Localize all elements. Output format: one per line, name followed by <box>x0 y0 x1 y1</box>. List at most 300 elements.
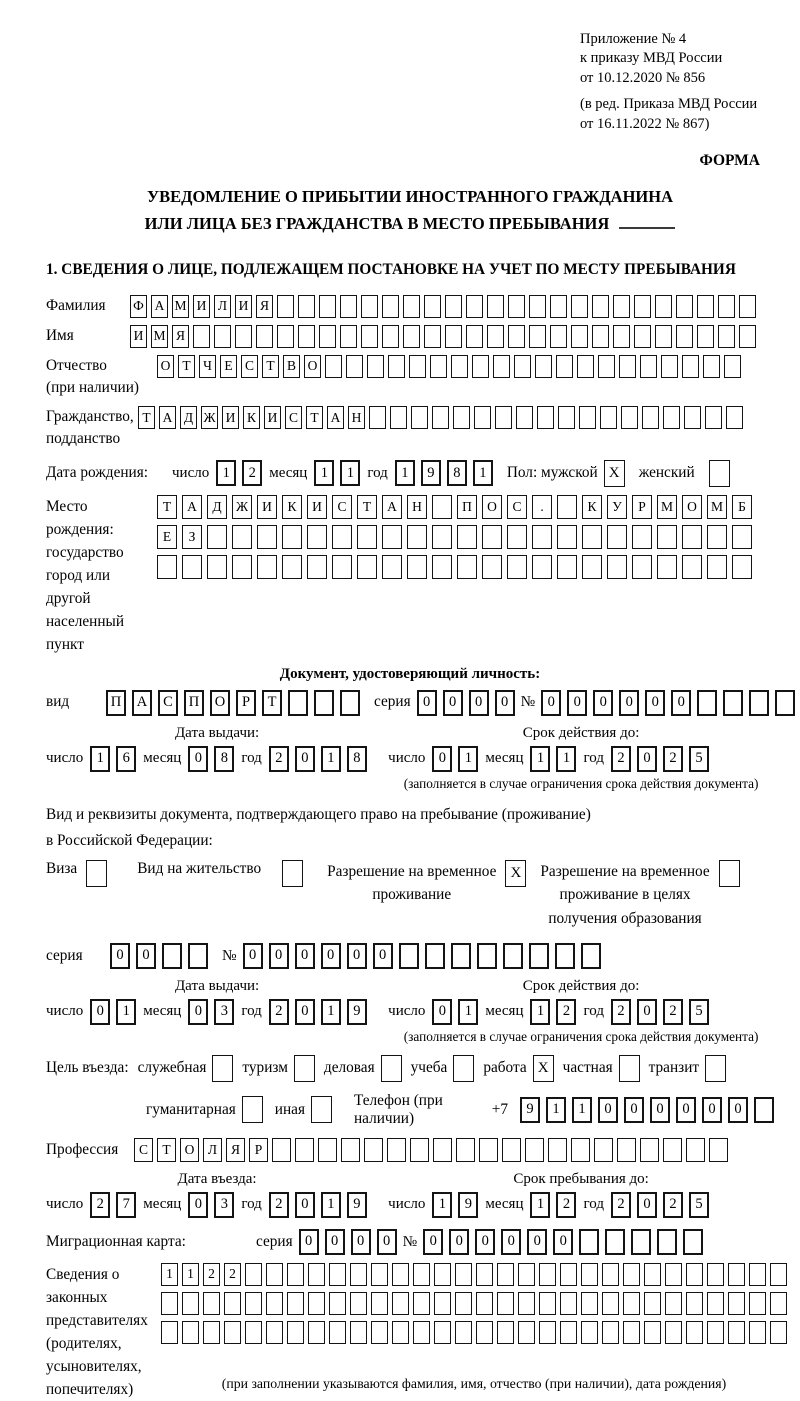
char-cell[interactable] <box>665 1321 682 1344</box>
char-cell[interactable] <box>479 1138 498 1162</box>
char-cell[interactable]: З <box>182 525 202 549</box>
char-cell[interactable] <box>413 1263 430 1286</box>
char-cell[interactable] <box>357 525 377 549</box>
char-cell[interactable] <box>369 406 386 429</box>
sex-female-checkbox[interactable] <box>709 460 730 487</box>
char-cell[interactable] <box>224 1292 241 1315</box>
char-cell[interactable] <box>364 1138 383 1162</box>
char-cell[interactable] <box>684 406 701 429</box>
char-cell[interactable]: 1 <box>572 1097 592 1123</box>
char-cell[interactable]: 2 <box>224 1263 241 1286</box>
char-cell[interactable]: 8 <box>347 746 367 772</box>
char-cell[interactable] <box>655 295 672 318</box>
char-cell[interactable] <box>266 1321 283 1344</box>
char-cell[interactable]: 0 <box>567 690 587 716</box>
char-cell[interactable] <box>682 355 699 378</box>
char-cell[interactable]: 2 <box>269 746 289 772</box>
char-cell[interactable] <box>257 525 277 549</box>
char-cell[interactable] <box>775 690 795 716</box>
char-cell[interactable] <box>476 1292 493 1315</box>
char-cell[interactable]: 0 <box>676 1097 696 1123</box>
char-cell[interactable]: 9 <box>347 999 367 1025</box>
char-cell[interactable] <box>686 1292 703 1315</box>
char-cell[interactable]: С <box>134 1138 153 1162</box>
char-cell[interactable]: 3 <box>214 1192 234 1218</box>
char-cell[interactable] <box>161 1321 178 1344</box>
char-cell[interactable] <box>432 525 452 549</box>
char-cell[interactable] <box>631 1229 651 1255</box>
char-cell[interactable] <box>392 1292 409 1315</box>
char-cell[interactable]: А <box>182 495 202 519</box>
char-cell[interactable] <box>277 325 294 348</box>
char-cell[interactable]: О <box>180 1138 199 1162</box>
char-cell[interactable] <box>602 1263 619 1286</box>
char-cell[interactable]: 0 <box>501 1229 521 1255</box>
char-cell[interactable] <box>434 1292 451 1315</box>
char-cell[interactable] <box>282 525 302 549</box>
char-cell[interactable]: 0 <box>553 1229 573 1255</box>
char-cell[interactable] <box>686 1263 703 1286</box>
char-cell[interactable]: Ф <box>130 295 147 318</box>
char-cell[interactable] <box>392 1263 409 1286</box>
char-cell[interactable] <box>557 495 577 519</box>
char-cell[interactable]: 1 <box>161 1263 178 1286</box>
char-cell[interactable]: М <box>657 495 677 519</box>
char-cell[interactable] <box>188 943 208 969</box>
char-cell[interactable] <box>503 943 523 969</box>
char-cell[interactable] <box>298 325 315 348</box>
char-cell[interactable]: С <box>332 495 352 519</box>
char-cell[interactable] <box>613 295 630 318</box>
char-cell[interactable] <box>709 1138 728 1162</box>
char-cell[interactable]: Е <box>220 355 237 378</box>
char-cell[interactable] <box>683 1229 703 1255</box>
char-cell[interactable]: М <box>172 295 189 318</box>
char-cell[interactable] <box>318 1138 337 1162</box>
char-cell[interactable] <box>257 555 277 579</box>
char-cell[interactable] <box>413 1292 430 1315</box>
char-cell[interactable] <box>361 325 378 348</box>
char-cell[interactable] <box>617 1138 636 1162</box>
char-cell[interactable]: И <box>222 406 239 429</box>
char-cell[interactable] <box>571 295 588 318</box>
char-cell[interactable] <box>726 406 743 429</box>
char-cell[interactable] <box>245 1292 262 1315</box>
char-cell[interactable]: 0 <box>295 943 315 969</box>
char-cell[interactable]: 1 <box>321 746 341 772</box>
char-cell[interactable] <box>382 555 402 579</box>
purpose-transit-checkbox[interactable] <box>705 1055 726 1082</box>
char-cell[interactable] <box>502 1138 521 1162</box>
char-cell[interactable]: О <box>682 495 702 519</box>
char-cell[interactable] <box>732 555 752 579</box>
char-cell[interactable] <box>657 1229 677 1255</box>
char-cell[interactable] <box>340 690 360 716</box>
char-cell[interactable] <box>598 355 615 378</box>
char-cell[interactable]: 1 <box>530 999 550 1025</box>
char-cell[interactable] <box>632 525 652 549</box>
char-cell[interactable] <box>594 1138 613 1162</box>
char-cell[interactable] <box>162 943 182 969</box>
char-cell[interactable] <box>445 325 462 348</box>
char-cell[interactable] <box>728 1263 745 1286</box>
char-cell[interactable] <box>619 355 636 378</box>
char-cell[interactable]: 0 <box>321 943 341 969</box>
char-cell[interactable] <box>367 355 384 378</box>
char-cell[interactable]: 5 <box>689 746 709 772</box>
char-cell[interactable]: К <box>282 495 302 519</box>
char-cell[interactable]: 1 <box>321 999 341 1025</box>
char-cell[interactable]: П <box>184 690 204 716</box>
char-cell[interactable] <box>307 525 327 549</box>
char-cell[interactable]: М <box>707 495 727 519</box>
char-cell[interactable]: Я <box>172 325 189 348</box>
char-cell[interactable]: 0 <box>295 746 315 772</box>
char-cell[interactable]: 8 <box>447 460 467 486</box>
char-cell[interactable] <box>657 555 677 579</box>
char-cell[interactable] <box>434 1263 451 1286</box>
char-cell[interactable] <box>434 1321 451 1344</box>
char-cell[interactable] <box>445 295 462 318</box>
char-cell[interactable]: 7 <box>116 1192 136 1218</box>
char-cell[interactable] <box>623 1292 640 1315</box>
char-cell[interactable]: У <box>607 495 627 519</box>
char-cell[interactable] <box>697 295 714 318</box>
char-cell[interactable] <box>525 1138 544 1162</box>
char-cell[interactable]: 2 <box>663 999 683 1025</box>
char-cell[interactable] <box>707 1292 724 1315</box>
char-cell[interactable]: А <box>159 406 176 429</box>
char-cell[interactable] <box>350 1321 367 1344</box>
purpose-private-checkbox[interactable] <box>619 1055 640 1082</box>
char-cell[interactable]: Е <box>157 525 177 549</box>
char-cell[interactable] <box>224 1321 241 1344</box>
char-cell[interactable] <box>640 1138 659 1162</box>
char-cell[interactable]: 1 <box>458 746 478 772</box>
char-cell[interactable]: П <box>457 495 477 519</box>
char-cell[interactable]: 2 <box>611 1192 631 1218</box>
char-cell[interactable] <box>182 1292 199 1315</box>
char-cell[interactable]: С <box>158 690 178 716</box>
temp-permit-checkbox[interactable]: X <box>505 860 526 887</box>
char-cell[interactable]: Д <box>207 495 227 519</box>
char-cell[interactable]: 2 <box>203 1263 220 1286</box>
char-cell[interactable] <box>707 1263 724 1286</box>
char-cell[interactable]: 0 <box>136 943 156 969</box>
char-cell[interactable] <box>332 525 352 549</box>
char-cell[interactable] <box>232 555 252 579</box>
char-cell[interactable] <box>602 1292 619 1315</box>
char-cell[interactable]: Я <box>226 1138 245 1162</box>
char-cell[interactable] <box>663 406 680 429</box>
char-cell[interactable]: 0 <box>624 1097 644 1123</box>
char-cell[interactable] <box>724 355 741 378</box>
char-cell[interactable] <box>539 1263 556 1286</box>
char-cell[interactable] <box>413 1321 430 1344</box>
char-cell[interactable]: 0 <box>295 999 315 1025</box>
char-cell[interactable]: 1 <box>458 999 478 1025</box>
char-cell[interactable] <box>493 355 510 378</box>
char-cell[interactable]: К <box>582 495 602 519</box>
char-cell[interactable] <box>537 406 554 429</box>
char-cell[interactable] <box>282 555 302 579</box>
char-cell[interactable]: 0 <box>432 746 452 772</box>
char-cell[interactable] <box>350 1263 367 1286</box>
char-cell[interactable] <box>665 1263 682 1286</box>
char-cell[interactable] <box>332 555 352 579</box>
purpose-business-checkbox[interactable] <box>381 1055 402 1082</box>
char-cell[interactable] <box>529 295 546 318</box>
char-cell[interactable]: И <box>307 495 327 519</box>
char-cell[interactable] <box>425 943 445 969</box>
char-cell[interactable]: С <box>285 406 302 429</box>
char-cell[interactable] <box>770 1292 787 1315</box>
char-cell[interactable] <box>288 690 308 716</box>
char-cell[interactable] <box>634 295 651 318</box>
char-cell[interactable] <box>340 325 357 348</box>
char-cell[interactable]: 1 <box>216 460 236 486</box>
char-cell[interactable]: 1 <box>546 1097 566 1123</box>
char-cell[interactable] <box>508 325 525 348</box>
char-cell[interactable] <box>371 1263 388 1286</box>
char-cell[interactable] <box>532 525 552 549</box>
purpose-tourism-checkbox[interactable] <box>294 1055 315 1082</box>
char-cell[interactable] <box>507 555 527 579</box>
char-cell[interactable] <box>582 525 602 549</box>
char-cell[interactable] <box>245 1321 262 1344</box>
char-cell[interactable] <box>203 1321 220 1344</box>
char-cell[interactable] <box>392 1321 409 1344</box>
char-cell[interactable] <box>399 943 419 969</box>
char-cell[interactable]: 0 <box>243 943 263 969</box>
char-cell[interactable]: Т <box>357 495 377 519</box>
char-cell[interactable]: 1 <box>473 460 493 486</box>
char-cell[interactable]: И <box>130 325 147 348</box>
char-cell[interactable]: Ж <box>232 495 252 519</box>
char-cell[interactable] <box>476 1321 493 1344</box>
char-cell[interactable] <box>749 1292 766 1315</box>
purpose-other-checkbox[interactable] <box>311 1096 332 1123</box>
char-cell[interactable]: 0 <box>449 1229 469 1255</box>
char-cell[interactable] <box>560 1292 577 1315</box>
char-cell[interactable] <box>455 1292 472 1315</box>
char-cell[interactable]: 0 <box>347 943 367 969</box>
char-cell[interactable] <box>287 1263 304 1286</box>
char-cell[interactable] <box>592 325 609 348</box>
char-cell[interactable] <box>682 525 702 549</box>
char-cell[interactable] <box>640 355 657 378</box>
char-cell[interactable] <box>634 325 651 348</box>
char-cell[interactable]: И <box>235 295 252 318</box>
char-cell[interactable]: 1 <box>90 746 110 772</box>
char-cell[interactable]: Р <box>249 1138 268 1162</box>
char-cell[interactable] <box>497 1292 514 1315</box>
char-cell[interactable] <box>728 1292 745 1315</box>
char-cell[interactable]: 0 <box>637 999 657 1025</box>
purpose-humanitarian-checkbox[interactable] <box>242 1096 263 1123</box>
char-cell[interactable]: 2 <box>611 999 631 1025</box>
char-cell[interactable]: И <box>264 406 281 429</box>
char-cell[interactable]: Н <box>348 406 365 429</box>
char-cell[interactable]: Т <box>157 1138 176 1162</box>
char-cell[interactable] <box>295 1138 314 1162</box>
char-cell[interactable] <box>754 1097 774 1123</box>
char-cell[interactable] <box>361 295 378 318</box>
char-cell[interactable] <box>770 1263 787 1286</box>
char-cell[interactable] <box>245 1263 262 1286</box>
char-cell[interactable]: Р <box>236 690 256 716</box>
char-cell[interactable] <box>623 1263 640 1286</box>
char-cell[interactable] <box>308 1292 325 1315</box>
char-cell[interactable]: 0 <box>295 1192 315 1218</box>
char-cell[interactable] <box>157 555 177 579</box>
char-cell[interactable]: . <box>532 495 552 519</box>
char-cell[interactable] <box>182 1321 199 1344</box>
char-cell[interactable] <box>432 495 452 519</box>
char-cell[interactable]: В <box>283 355 300 378</box>
char-cell[interactable] <box>314 690 334 716</box>
char-cell[interactable] <box>214 325 231 348</box>
sex-male-checkbox[interactable]: X <box>604 460 625 487</box>
char-cell[interactable]: Б <box>732 495 752 519</box>
char-cell[interactable] <box>556 355 573 378</box>
char-cell[interactable] <box>340 295 357 318</box>
char-cell[interactable]: 0 <box>527 1229 547 1255</box>
char-cell[interactable]: 1 <box>556 746 576 772</box>
char-cell[interactable] <box>207 555 227 579</box>
char-cell[interactable]: 9 <box>347 1192 367 1218</box>
char-cell[interactable]: 0 <box>645 690 665 716</box>
char-cell[interactable] <box>403 295 420 318</box>
purpose-study-checkbox[interactable] <box>453 1055 474 1082</box>
char-cell[interactable]: Т <box>262 690 282 716</box>
char-cell[interactable] <box>560 1321 577 1344</box>
char-cell[interactable] <box>529 943 549 969</box>
char-cell[interactable] <box>432 406 449 429</box>
char-cell[interactable] <box>705 406 722 429</box>
char-cell[interactable] <box>382 295 399 318</box>
char-cell[interactable] <box>607 525 627 549</box>
residence-permit-checkbox[interactable] <box>282 860 303 887</box>
char-cell[interactable] <box>495 406 512 429</box>
char-cell[interactable] <box>602 1321 619 1344</box>
char-cell[interactable] <box>455 1321 472 1344</box>
char-cell[interactable] <box>739 295 756 318</box>
char-cell[interactable] <box>341 1138 360 1162</box>
char-cell[interactable] <box>571 1138 590 1162</box>
char-cell[interactable]: 2 <box>556 999 576 1025</box>
char-cell[interactable]: 0 <box>619 690 639 716</box>
char-cell[interactable] <box>749 1263 766 1286</box>
char-cell[interactable]: 1 <box>314 460 334 486</box>
char-cell[interactable] <box>682 555 702 579</box>
char-cell[interactable]: 0 <box>443 690 463 716</box>
char-cell[interactable]: Д <box>180 406 197 429</box>
char-cell[interactable] <box>350 1292 367 1315</box>
char-cell[interactable]: 2 <box>269 999 289 1025</box>
char-cell[interactable]: 1 <box>432 1192 452 1218</box>
char-cell[interactable] <box>676 295 693 318</box>
char-cell[interactable] <box>558 406 575 429</box>
char-cell[interactable]: 2 <box>663 746 683 772</box>
char-cell[interactable] <box>382 525 402 549</box>
char-cell[interactable] <box>329 1263 346 1286</box>
char-cell[interactable] <box>539 1321 556 1344</box>
char-cell[interactable] <box>592 295 609 318</box>
char-cell[interactable] <box>487 325 504 348</box>
char-cell[interactable]: 2 <box>90 1192 110 1218</box>
char-cell[interactable] <box>409 355 426 378</box>
char-cell[interactable] <box>663 1138 682 1162</box>
char-cell[interactable]: 1 <box>395 460 415 486</box>
char-cell[interactable]: 0 <box>417 690 437 716</box>
char-cell[interactable] <box>474 406 491 429</box>
char-cell[interactable] <box>430 355 447 378</box>
char-cell[interactable] <box>529 325 546 348</box>
char-cell[interactable] <box>657 525 677 549</box>
char-cell[interactable] <box>577 355 594 378</box>
char-cell[interactable]: 1 <box>530 1192 550 1218</box>
char-cell[interactable] <box>613 325 630 348</box>
char-cell[interactable]: Л <box>203 1138 222 1162</box>
char-cell[interactable] <box>298 295 315 318</box>
char-cell[interactable]: 0 <box>593 690 613 716</box>
char-cell[interactable] <box>451 355 468 378</box>
char-cell[interactable]: О <box>482 495 502 519</box>
char-cell[interactable] <box>371 1292 388 1315</box>
char-cell[interactable] <box>532 555 552 579</box>
char-cell[interactable] <box>308 1321 325 1344</box>
char-cell[interactable] <box>387 1138 406 1162</box>
char-cell[interactable] <box>718 325 735 348</box>
char-cell[interactable] <box>623 1321 640 1344</box>
char-cell[interactable] <box>287 1321 304 1344</box>
char-cell[interactable]: А <box>132 690 152 716</box>
char-cell[interactable] <box>749 1321 766 1344</box>
char-cell[interactable]: И <box>193 295 210 318</box>
char-cell[interactable] <box>581 1263 598 1286</box>
char-cell[interactable] <box>319 325 336 348</box>
char-cell[interactable] <box>457 525 477 549</box>
char-cell[interactable] <box>581 1292 598 1315</box>
char-cell[interactable] <box>600 406 617 429</box>
char-cell[interactable] <box>287 1292 304 1315</box>
char-cell[interactable] <box>697 690 717 716</box>
char-cell[interactable]: 0 <box>351 1229 371 1255</box>
char-cell[interactable] <box>457 555 477 579</box>
char-cell[interactable] <box>497 1263 514 1286</box>
char-cell[interactable] <box>642 406 659 429</box>
char-cell[interactable]: Ж <box>201 406 218 429</box>
char-cell[interactable]: 6 <box>116 746 136 772</box>
char-cell[interactable]: 0 <box>90 999 110 1025</box>
char-cell[interactable] <box>582 555 602 579</box>
char-cell[interactable] <box>571 325 588 348</box>
char-cell[interactable] <box>410 1138 429 1162</box>
char-cell[interactable]: 5 <box>689 999 709 1025</box>
char-cell[interactable]: 0 <box>637 1192 657 1218</box>
char-cell[interactable] <box>661 355 678 378</box>
char-cell[interactable]: Н <box>407 495 427 519</box>
edu-permit-checkbox[interactable] <box>719 860 740 887</box>
char-cell[interactable]: 2 <box>663 1192 683 1218</box>
char-cell[interactable] <box>319 295 336 318</box>
char-cell[interactable]: 0 <box>598 1097 618 1123</box>
char-cell[interactable] <box>514 355 531 378</box>
char-cell[interactable] <box>605 1229 625 1255</box>
char-cell[interactable] <box>555 943 575 969</box>
char-cell[interactable]: Я <box>256 295 273 318</box>
